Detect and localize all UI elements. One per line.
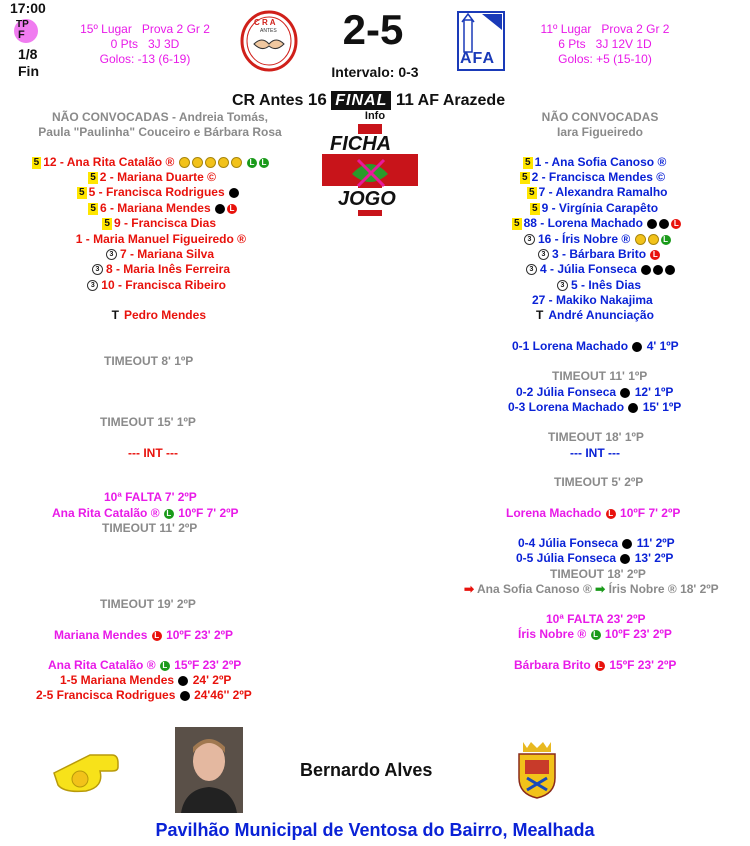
away-substitution <box>464 582 719 597</box>
award-icon <box>648 234 659 245</box>
home-player-row[interactable] <box>76 232 246 247</box>
away-fouls: 11 <box>395 90 414 109</box>
away-goal-event <box>518 536 675 551</box>
goal-scorer: 0-4 Júlia Fonseca <box>518 536 619 550</box>
home-foul-event <box>54 628 233 643</box>
home-timeout: TIMEOUT 11' 2ºP <box>102 521 198 535</box>
event-player: Ana Rita Catalão ® <box>52 506 160 520</box>
home-comp: Prova 2 Gr 2 <box>141 22 210 36</box>
home-timeout: TIMEOUT 15' 1ºP <box>100 415 196 429</box>
referee-name: Bernardo Alves <box>300 760 433 780</box>
goal-scorer: 0-3 Lorena Machado <box>508 400 625 414</box>
home-player-row[interactable] <box>88 201 238 216</box>
away-interval: --- INT --- <box>570 446 620 460</box>
goal-time: 11' 2ºP <box>636 536 675 550</box>
goal-time: 24'46'' 2ºP <box>194 688 252 702</box>
player-name: 10 - Francisca Ribeiro <box>101 278 226 292</box>
player-name: 7 - Alexandra Ramalho <box>538 185 668 199</box>
away-timeout: TIMEOUT 18' 2ºP <box>550 567 646 581</box>
event-tag: 10ºF 23' 2ºP <box>166 628 234 642</box>
player-name: 9 - Francisca Dias <box>113 216 216 230</box>
player-name: 2 - Francisca Mendes © <box>531 170 666 184</box>
event-player: Ana Rita Catalão ® <box>48 658 156 672</box>
halftime-score: Intervalo: 0-3 <box>331 64 419 80</box>
away-stats <box>515 22 695 67</box>
sub-out-player: Ana Sofia Canoso ® <box>476 582 592 596</box>
home-timeout: TIMEOUT 8' 1ºP <box>104 354 194 368</box>
goal-time: 15' 1ºP <box>642 400 682 414</box>
away-team-logo[interactable] <box>456 10 506 72</box>
home-not-called-names: Paula "Paulinha" Couceiro e Bárbara Rosa <box>38 125 282 139</box>
starter-badge: 5 <box>529 186 535 198</box>
player-name: 5 - Francisca Rodrigues <box>88 185 225 199</box>
award-icon <box>635 234 646 245</box>
goal-time: 13' 2ºP <box>634 551 674 565</box>
player-name: 2 - Mariana Duarte © <box>99 170 216 184</box>
goal-ball-icon <box>647 219 657 229</box>
player-name: 5 - Inês Dias <box>571 278 642 292</box>
green-card-icon: L <box>160 661 170 671</box>
starter-badge: 5 <box>525 156 531 168</box>
sub-icon: 3 <box>524 234 535 245</box>
home-10th-foul: 10ª FALTA 7' 2ºP <box>104 490 197 504</box>
away-coach-row[interactable] <box>536 308 654 323</box>
home-record: 3J 3D <box>148 37 180 51</box>
away-10th-foul: 10ª FALTA 23' 2ºP <box>546 612 646 626</box>
away-goal-event <box>516 385 673 400</box>
home-player-row[interactable] <box>77 185 240 200</box>
event-player: Íris Nobre ® <box>518 627 587 641</box>
sub-icon: 3 <box>87 280 98 291</box>
event-player: Lorena Machado <box>506 506 602 520</box>
foul-icon: L <box>595 661 605 671</box>
away-not-called-title: NÃO CONVOCADAS <box>541 110 659 124</box>
away-player-row[interactable] <box>557 278 641 293</box>
event-tag: 10ºF 23' 2ºP <box>604 627 672 641</box>
municipality-crest-icon <box>515 740 559 800</box>
goal-ball-icon <box>665 265 675 275</box>
starter-badge: 5 <box>33 156 40 168</box>
away-pts: 6 Pts <box>558 37 586 51</box>
badge-top-text: TP <box>16 19 29 30</box>
green-card-icon: L <box>247 158 257 168</box>
goal-scorer: 1-5 Mariana Mendes <box>60 673 175 687</box>
award-icon <box>179 157 190 168</box>
goal-scorer: 0-5 Júlia Fonseca <box>516 551 617 565</box>
foul-icon: L <box>152 631 162 641</box>
goal-time: 24' 2ºP <box>192 673 232 687</box>
away-goal-event <box>516 551 673 566</box>
starter-badge: 5 <box>79 186 85 198</box>
event-tag: 10ºF 7' 2ºP <box>620 506 681 520</box>
coach-name: Pedro Mendes <box>123 308 206 322</box>
away-foul-event <box>514 658 676 673</box>
event-tag: 10ºF 7' 2ºP <box>178 506 239 520</box>
goal-ball-icon <box>180 691 190 701</box>
home-fouls: 16 <box>307 90 327 109</box>
home-coach-row[interactable] <box>112 308 206 323</box>
player-name: 8 - Maria Inês Ferreira <box>105 262 230 276</box>
home-not-called-title: NÃO CONVOCADAS - Andreia Tomás, <box>51 110 269 124</box>
sub-icon: 3 <box>538 249 549 260</box>
away-player-row[interactable] <box>530 201 658 216</box>
starter-badge: 5 <box>514 217 520 229</box>
away-comp: Prova 2 Gr 2 <box>601 22 670 36</box>
away-timeout: TIMEOUT 11' 1ºP <box>552 369 648 383</box>
home-player-row[interactable] <box>92 262 230 277</box>
home-foul-event <box>48 658 241 673</box>
home-not-called <box>0 110 320 140</box>
goal-ball-icon <box>659 219 669 229</box>
coach-icon: T <box>111 308 119 322</box>
goal-ball-icon <box>229 188 239 198</box>
away-record: 3J 12V 1D <box>595 37 652 51</box>
award-icon <box>192 157 203 168</box>
sub-icon: 3 <box>557 280 568 291</box>
home-stats <box>60 22 230 67</box>
award-icon <box>218 157 229 168</box>
away-player-row[interactable] <box>527 185 668 200</box>
player-name: 1 - Maria Manuel Figueiredo ® <box>75 232 246 246</box>
coach-icon: T <box>536 308 544 322</box>
sub-in-icon: ➡ <box>595 582 606 596</box>
away-timeout: TIMEOUT 18' 1ºP <box>548 430 644 444</box>
round-label: 1/8 <box>18 46 38 62</box>
final-badge: FINAL <box>331 91 391 110</box>
green-card-icon: L <box>591 630 601 640</box>
home-player-row[interactable] <box>106 247 214 262</box>
ficha-jogo-button[interactable] <box>322 124 418 216</box>
starter-badge: 5 <box>104 217 110 229</box>
player-name: 9 - Virgínia Carapêto <box>541 201 659 215</box>
away-foul-event <box>518 627 672 642</box>
coach-name: André Anunciação <box>548 308 654 322</box>
event-player: Bárbara Brito <box>514 658 591 672</box>
away-goals: Golos: +5 (15-10) <box>558 52 652 66</box>
home-logo-sub: ANTES <box>260 28 277 34</box>
goal-ball-icon <box>641 265 651 275</box>
ficha-text: FICHA <box>330 133 392 155</box>
goal-time: 12' 1ºP <box>634 385 674 399</box>
home-timeout: TIMEOUT 19' 2ºP <box>100 597 196 611</box>
player-name: 12 - Ana Rita Catalão ® <box>43 155 175 169</box>
home-rank: 15º Lugar <box>80 22 132 36</box>
away-player-row[interactable] <box>526 262 676 277</box>
info-label[interactable]: Info <box>364 110 386 122</box>
player-name: 4 - Júlia Fonseca <box>540 262 637 276</box>
away-player-row[interactable] <box>538 247 661 262</box>
sub-icon: 3 <box>106 249 117 260</box>
venue-name[interactable]: Pavilhão Municipal de Ventosa do Bairro, Mealhada <box>155 820 595 840</box>
away-player-row[interactable] <box>520 170 665 185</box>
away-not-called-names: Iara Figueiredo <box>556 125 644 139</box>
starter-badge: 5 <box>90 202 96 214</box>
player-name: 88 - Lorena Machado <box>523 216 643 230</box>
whistle-icon <box>50 745 120 795</box>
starter-badge: 5 <box>532 202 538 214</box>
goal-ball-icon <box>620 554 630 564</box>
competition-badge <box>14 19 38 43</box>
home-player-row[interactable] <box>87 278 226 293</box>
goal-ball-icon <box>653 265 663 275</box>
jogo-text: JOGO <box>338 188 396 210</box>
sub-in-player: Íris Nobre ® 18' 2ºP <box>608 582 719 596</box>
goal-ball-icon <box>620 388 630 398</box>
home-goal-event <box>36 688 252 703</box>
home-logo-text: C R A <box>254 18 276 27</box>
sub-icon: 3 <box>92 264 103 275</box>
player-name: 3 - Bárbara Brito <box>552 247 647 261</box>
goal-ball-icon <box>178 676 188 686</box>
starter-badge: 5 <box>522 171 528 183</box>
sub-out-icon: ➡ <box>464 582 475 596</box>
award-icon <box>231 157 242 168</box>
award-icon <box>205 157 216 168</box>
goal-scorer: 2-5 Francisca Rodrigues <box>36 688 176 702</box>
green-card-icon: L <box>259 158 269 168</box>
away-goal-event <box>508 400 681 415</box>
green-card-icon: L <box>661 235 671 245</box>
home-player-row[interactable] <box>102 216 216 231</box>
foul-icon: L <box>606 509 616 519</box>
player-name: 1 - Ana Sofia Canoso ® <box>534 155 667 169</box>
match-time: 17:00 <box>10 0 46 16</box>
home-goals: Golos: -13 (6-19) <box>99 52 191 66</box>
home-player-row[interactable] <box>88 170 216 185</box>
away-not-called <box>500 110 700 140</box>
goal-ball-icon <box>628 403 638 413</box>
green-card-icon: L <box>164 509 174 519</box>
goal-ball-icon <box>622 539 632 549</box>
away-logo-text: AFA <box>460 50 495 67</box>
goal-ball-icon <box>215 204 225 214</box>
event-player: Mariana Mendes <box>54 628 148 642</box>
home-interval: --- INT --- <box>128 446 178 460</box>
player-name: 6 - Mariana Mendes <box>99 201 211 215</box>
foul-icon: L <box>227 204 237 214</box>
home-points-record <box>60 37 230 52</box>
home-team-name[interactable]: CR Antes <box>232 92 304 109</box>
foul-icon: L <box>650 250 660 260</box>
home-pts: 0 Pts <box>110 37 138 51</box>
home-goal-event <box>60 673 231 688</box>
away-player-row[interactable] <box>523 155 666 170</box>
away-player-row[interactable] <box>512 216 682 231</box>
teams-line <box>232 90 505 110</box>
home-foul-event <box>52 506 239 521</box>
event-tag: 15ºF 23' 2ºP <box>174 658 242 672</box>
away-rank: 11º Lugar <box>540 22 592 36</box>
away-player-row[interactable] <box>524 232 672 247</box>
home-player-row[interactable] <box>32 155 270 170</box>
away-team-name[interactable]: AF Arazede <box>417 92 506 109</box>
goal-scorer: 0-2 Júlia Fonseca <box>516 385 617 399</box>
starter-badge: 5 <box>90 171 96 183</box>
goal-scorer: 0-1 Lorena Machado <box>512 339 629 353</box>
goal-time: 4' 1ºP <box>646 339 679 353</box>
final-score: 2-5 <box>342 6 404 53</box>
player-name: 27 - Makiko Nakajima <box>532 293 653 307</box>
referee-photo <box>175 727 243 813</box>
away-goal-event <box>512 339 679 354</box>
player-name: 7 - Mariana Silva <box>119 247 214 261</box>
goal-ball-icon <box>632 342 642 352</box>
status-label: Fin <box>18 63 39 79</box>
away-player-row[interactable] <box>532 293 653 308</box>
badge-bottom-text: F <box>18 29 25 41</box>
player-name: 16 - Íris Nobre ® <box>538 232 631 246</box>
home-team-logo[interactable] <box>240 10 298 72</box>
event-tag: 15ºF 23' 2ºP <box>609 658 677 672</box>
sub-icon: 3 <box>526 264 537 275</box>
away-foul-event <box>506 506 680 521</box>
foul-icon: L <box>671 219 681 229</box>
away-timeout: TIMEOUT 5' 2ºP <box>554 475 644 489</box>
